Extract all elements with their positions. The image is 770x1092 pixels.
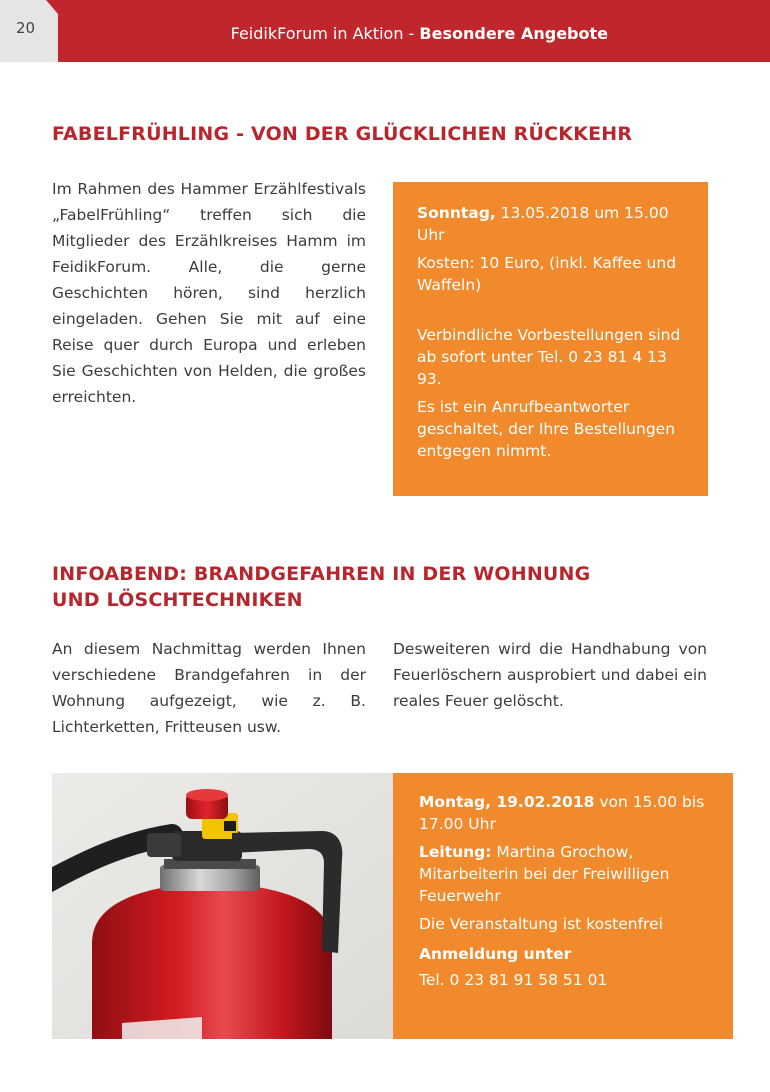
- section1-note: Es ist ein Anrufbeantworter geschaltet, der Ihre Bestellungen entgegen nimmt.: [417, 398, 676, 460]
- section2-register-label-text: Anmeldung unter: [419, 945, 572, 963]
- section2-register-label: [419, 943, 707, 965]
- section2-date-bold: Montag, 19.02.2018: [419, 793, 595, 811]
- section2-lead: [419, 841, 707, 907]
- section1-date-label: Sonntag,: [417, 204, 496, 222]
- section2-register-phone: Tel. 0 23 81 91 58 51 01: [419, 971, 608, 989]
- header-title-section: FeidikForum in Aktion -: [230, 24, 420, 43]
- section2-heading-line1: INFOABEND: BRANDGEFAHREN IN DER WOHNUNG: [52, 563, 591, 585]
- section2-date: [419, 791, 707, 835]
- section1-date-value: 13.05.2018 um 15.00 Uhr: [417, 204, 669, 244]
- section2-heading-line2: UND LÖSCHTECHNIKEN: [52, 589, 303, 611]
- header-title: [231, 24, 608, 43]
- section2-info-box: [393, 773, 733, 1039]
- section2-date-rest: von 15.00 bis 17.00 Uhr: [419, 793, 705, 833]
- section2-lead-label: Leitung:: [419, 843, 492, 861]
- section2-body-right: Desweiteren wird die Handhabung von Feuerlöschern ausprobiert und dabei ein reales Feuer gelöscht.: [393, 640, 707, 710]
- header-title-highlight: Besondere Angebote: [419, 24, 608, 43]
- section1-booking: Verbindliche Vorbestellungen sind ab sofort unter Tel. 0 23 81 4 13 93.: [417, 326, 681, 388]
- fire-extinguisher-photo: [52, 773, 393, 1039]
- section2-free: Die Veranstaltung ist kostenfrei: [419, 915, 663, 933]
- page-number: 20: [16, 19, 36, 37]
- section2-lead-value: Martina Grochow, Mitarbeiterin bei der Freiwilligen Feuerwehr: [419, 843, 670, 905]
- section1-cost: Kosten: 10 Euro, (inkl. Kaffee und Waffeln): [417, 254, 677, 294]
- section1-info-box: [393, 182, 708, 496]
- section2-heading: [52, 561, 590, 613]
- fire-extinguisher-image: [52, 773, 393, 1039]
- section1-date: [417, 202, 684, 246]
- section1-body: Im Rahmen des Hammer Erzählfestivals „FabelFrühling“ treffen sich die Mitglieder des Erzählkreises Hamm im FeidikForum. Alle, die gerne Geschichten hören, sind herzlich eingeladen. Gehen Sie mit auf eine Reise quer durch Europa und erleben Sie Geschichten von Helden, die großes erreichten.: [52, 180, 366, 406]
- section1-heading: FABELFRÜHLING - VON DER GLÜCKLICHEN RÜCKKEHR: [52, 123, 633, 145]
- section2-body-left: An diesem Nachmittag werden Ihnen verschiedene Brandgefahren in der Wohnung aufgezeigt, wie z. B. Lichterketten, Fritteusen usw.: [52, 640, 366, 736]
